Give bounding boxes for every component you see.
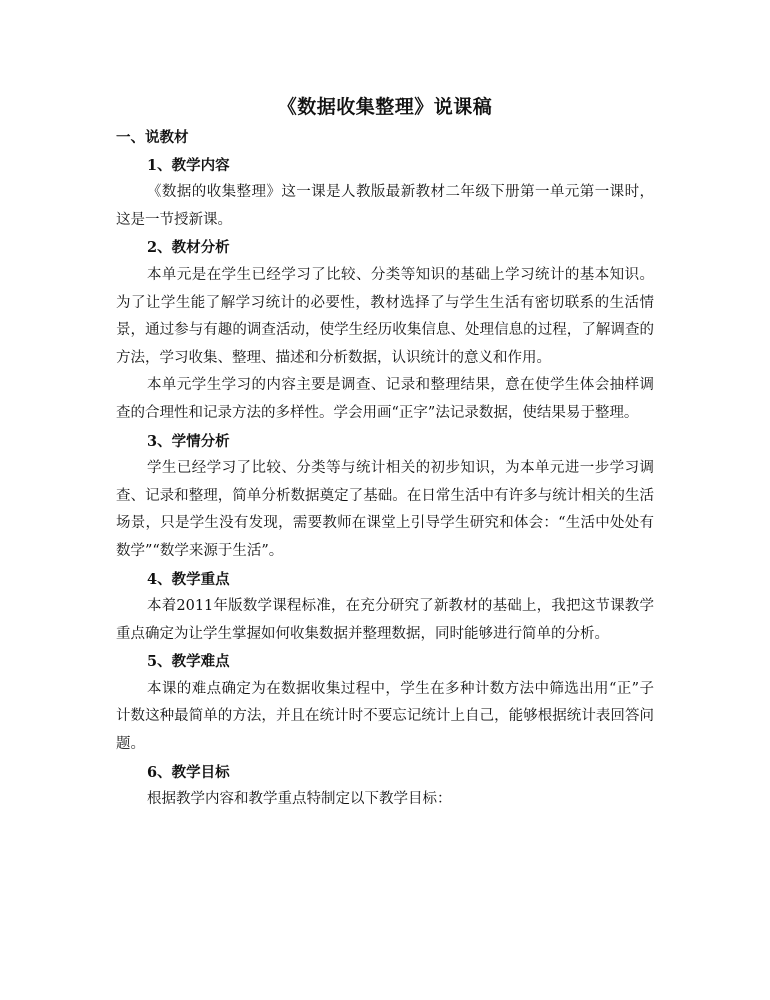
paragraph: 本单元学生学习的内容主要是调查、记录和整理结果，意在使学生体会抽样调查的合理性和记录方法的多样性。学会用画“正字”法记录数据，使结果易于整理。 [116, 377, 654, 421]
paragraph: 本课的难点确定为在数据收集过程中，学生在多种计数方法中筛选出用“正”子计数这种最简单的方法，并且在统计时不要忘记统计上自己，能够根据统计表回答问题。 [116, 680, 654, 753]
document-body [116, 124, 654, 814]
subsection-heading: 3、学情分析 [147, 432, 230, 450]
section-heading: 一、说教材 [116, 129, 189, 146]
subsection-heading: 5、教学难点 [147, 653, 230, 671]
subsection-heading: 2、教材分析 [147, 239, 230, 257]
paragraph: 学生已经学习了比较、分类等与统计相关的初步知识，为本单元进一步学习调查、记录和整理，简单分析数据奠定了基础。在日常生活中有许多与统计相关的生活场景，只是学生没有发现，需要教师在课堂上引导学生研究和体会：“生活中处处有数学”“数学来源于生活”。 [116, 460, 654, 559]
paragraph: 本着2011年版数学课程标准，在充分研究了新教材的基础上，我把这节课教学重点确定为让学生掌握如何收集数据并整理数据，同时能够进行简单的分析。 [116, 598, 654, 642]
document-title: 《数据收集整理》说课稿 [277, 96, 493, 118]
paragraph: 根据教学内容和教学重点特制定以下教学目标： [147, 791, 452, 808]
paragraph: 《数据的收集整理》这一课是人教版最新教材二年级下册第一单元第一课时，这是一节授新课。 [116, 184, 654, 228]
subsection-heading: 1、教学内容 [147, 156, 230, 174]
subsection-heading: 4、教学重点 [147, 570, 230, 588]
subsection-heading: 6、教学目标 [147, 763, 230, 781]
paragraph: 本单元是在学生已经学习了比较、分类等知识的基础上学习统计的基本知识。为了让学生能了解学习统计的必要性，教材选择了与学生生活有密切联系的生活情景，通过参与有趣的调查活动，使学生经历收集信息、处理信息的过程，了解调查的方法，学习收集、整理、描述和分析数据，认识统计的意义和作用。 [116, 266, 654, 366]
